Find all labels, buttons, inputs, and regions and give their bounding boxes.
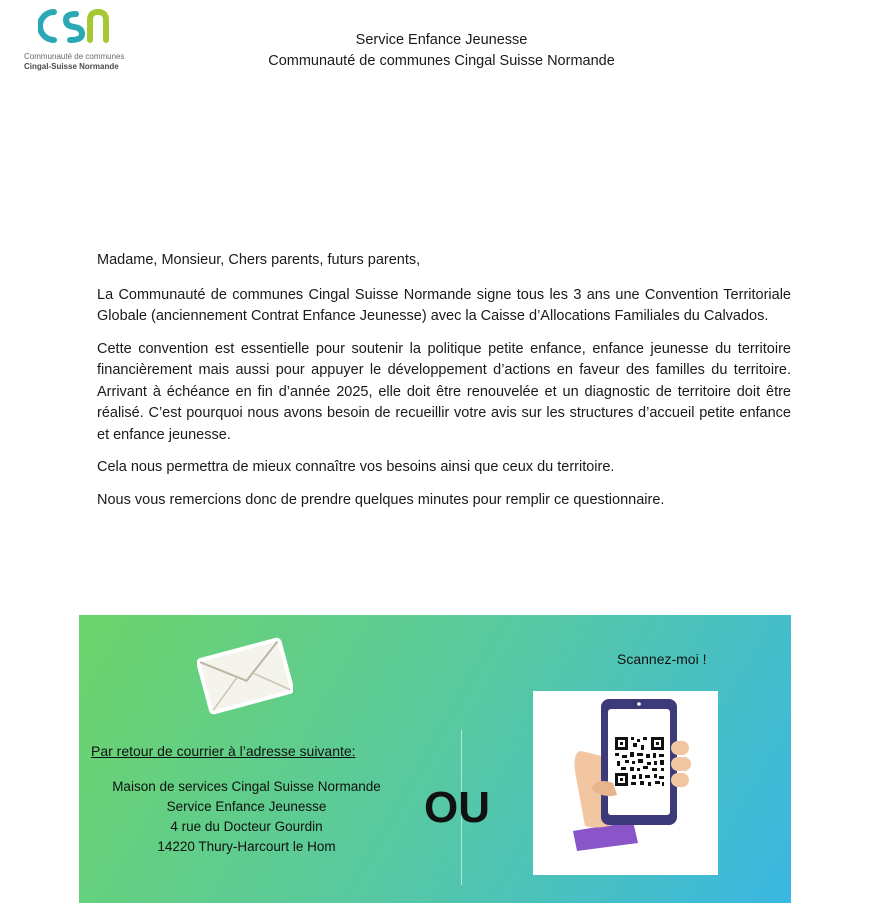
qr-code-panel[interactable]: [533, 691, 718, 875]
address-line: Maison de services Cingal Suisse Normande: [112, 779, 381, 794]
paragraph-4: Nous vous remercions donc de prendre quelques minutes pour remplir ce questionnaire.: [97, 491, 665, 508]
phone-qr-icon: [533, 691, 718, 875]
letter-body: [97, 250, 791, 522]
envelope-icon: [197, 635, 293, 715]
address-line: Service Enfance Jeunesse: [166, 799, 327, 814]
paragraph-1: La Communauté de communes Cingal Suisse Normande signe tous les 3 ans une Convention Territoriale Globale (anciennement Contrat Enfance Jeunesse) avec la Caisse d’Allocations Familiales du Calvados.: [97, 286, 791, 324]
address-line: 4 rue du Docteur Gourdin: [170, 819, 323, 834]
logo-subtitle: Communauté de communes: [24, 52, 125, 61]
paragraph-3: Cela nous permettra de mieux connaître vos besoins ainsi que ceux du territoire.: [97, 459, 615, 475]
or-label: OU: [424, 783, 490, 832]
response-banner: [79, 615, 791, 903]
page-header: [0, 30, 883, 72]
mail-return-title: Par retour de courrier à l’adresse suivante:: [91, 743, 356, 759]
address-line: 14220 Thury-Harcourt le Hom: [157, 839, 336, 854]
paragraph-2: Cette convention est essentielle pour soutenir la politique petite enfance, enfance jeunesse du territoire financièrement mais aussi pour appuyer le développement d’actions en faveur des familles du territoire. Arrivant à échéance en fin d’année 2025, elle doit être renouvelée et un diagnostic de territoire doit être réalisé. C’est pourquoi nous avons besoin de recueillir votre avis sur les structures d’accueil petite enfance et enfance jeunesse.: [97, 340, 791, 443]
header-service: Service Enfance Jeunesse: [355, 32, 528, 48]
logo-name: Cingal-Suisse Normande: [24, 62, 119, 71]
postal-address: [94, 777, 399, 857]
header-community: Communauté de communes Cingal Suisse Normande: [268, 53, 615, 69]
greeting: Madame, Monsieur, Chers parents, futurs parents,: [97, 252, 421, 268]
scan-label: Scannez-moi !: [617, 651, 707, 667]
